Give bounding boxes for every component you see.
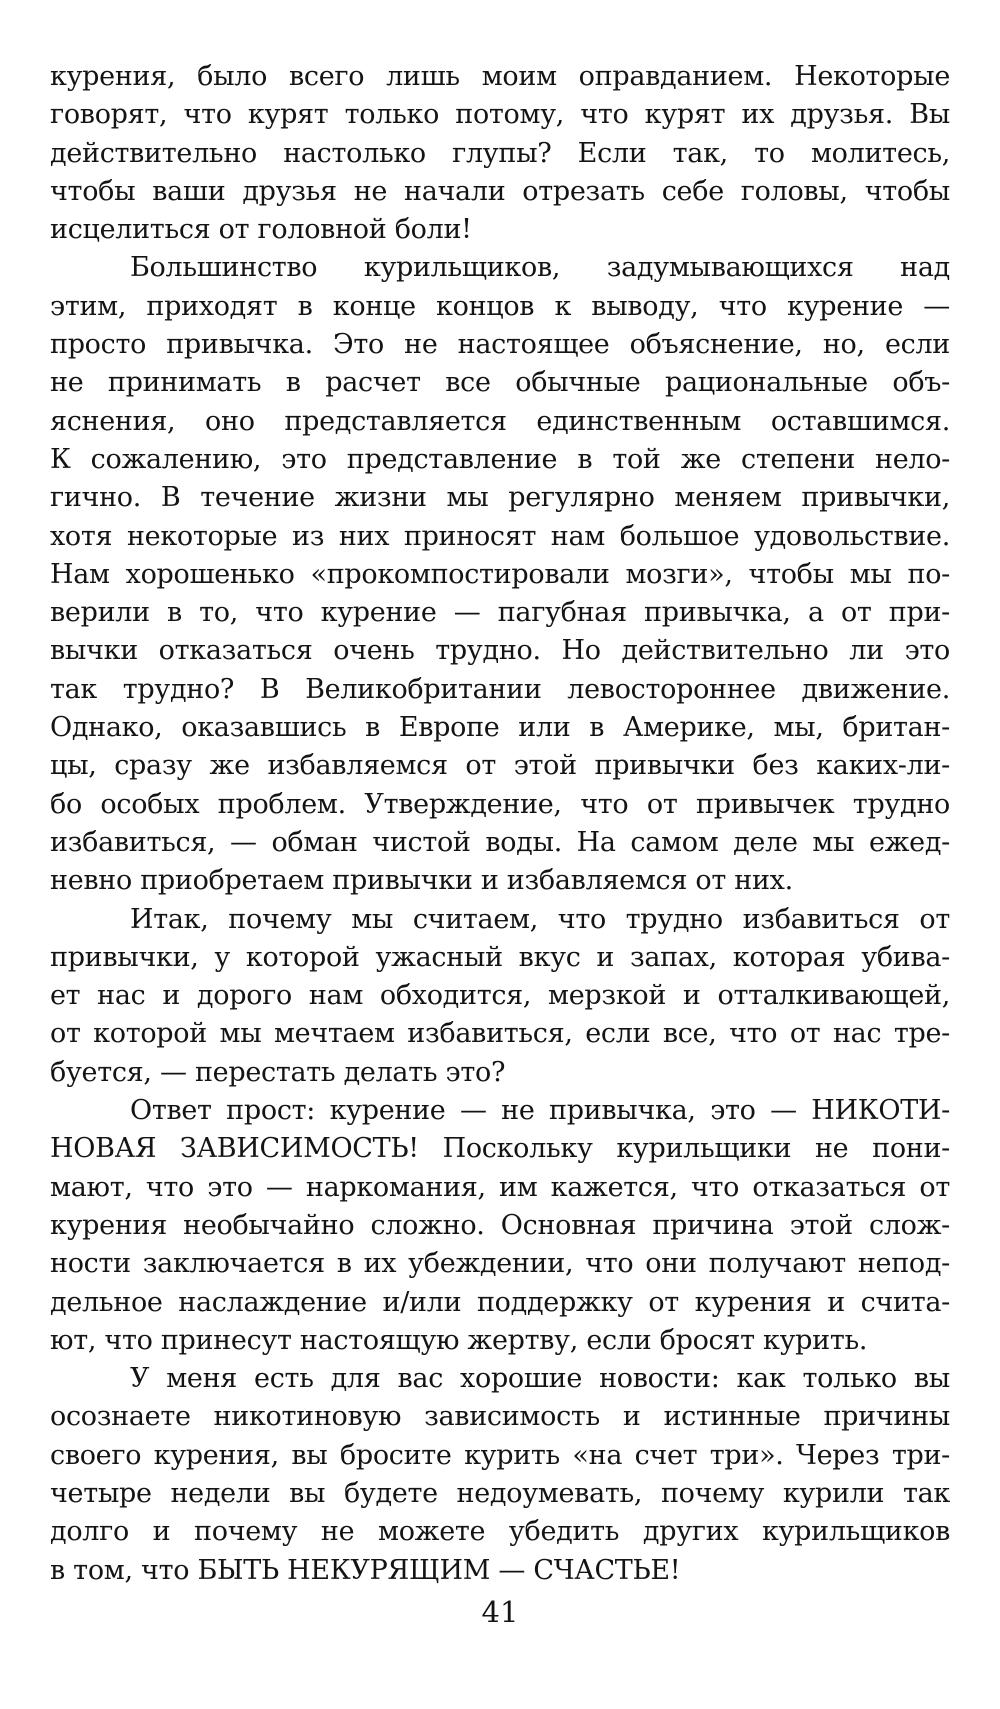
text-line: Нам хорошенько «прокомпостировали мозги», чтобы мы по- [50,558,950,590]
text-line: мают, что это — наркомания, им кажется, что отказаться от [50,1171,950,1203]
text-line: привычки, у которой ужасный вкус и запах, которая убива- [50,941,950,973]
text-line: от которой мы мечтаем избавиться, если все, что от нас тре- [50,1018,950,1050]
text-line: яснения, оно представляется единственным оставшимся. [50,405,950,437]
text-line: ности заключается в их убеждении, что они получают непод- [50,1248,950,1280]
text-line: хотя некоторые из них приносят нам большое удовольствие. [50,520,950,552]
text-line: четыре недели вы будете недоумевать, почему курили так [50,1477,950,1509]
text-line: У меня есть для вас хорошие новости: как только вы [130,1363,950,1395]
text-line: невно приобретаем привычки и избавляемся от них. [50,865,793,897]
text-line: Большинство курильщиков, задумывающихся над [130,252,950,284]
text-line: чтобы ваши друзья не начали отрезать себе головы, чтобы [50,175,950,207]
text-line: говорят, что курят только потому, что курят их друзья. Вы [50,99,950,131]
text-line: курения, было всего лишь моим оправданием. Некоторые [50,61,950,92]
text-line: Однако, оказавшись в Европе или в Америке, мы, британ- [50,712,950,744]
text-line: бо особых проблем. Утверждение, что от привычек трудно [50,788,950,820]
text-line: Итак, почему мы считаем, что трудно избавиться от [130,903,950,935]
text-line: избавиться, — обман чистой воды. На самом деле мы ежед- [50,826,950,858]
text-line: К сожалению, это представление в той же степени нело- [50,443,950,475]
text-line: так трудно? В Великобритании левостороннее движение. [50,673,950,705]
paragraph [50,1092,950,1360]
text-line: в том, что БЫТЬ НЕКУРЯЩИМ — СЧАСТЬЕ! [50,1554,681,1586]
paragraph [50,1360,950,1590]
text-line: ют, что принесут настоящую жертву, если бросят курить. [50,1324,868,1356]
paragraph [50,58,950,249]
text-line: ет нас и дорого нам обходится, мерзкой и отталкивающей, [50,980,950,1012]
text-line: верили в то, что курение — пагубная привычка, а от при- [50,597,950,629]
text-line: действительно настолько глупы? Если так, то молитесь, [50,137,950,169]
text-line: долго и почему не можете убедить других курильщиков [50,1516,950,1548]
text-line: гично. В течение жизни мы регулярно меняем привычки, [50,482,950,514]
text-line: НОВАЯ ЗАВИСИМОСТЬ! Поскольку курильщики не пони- [50,1133,950,1165]
text-line: цы, сразу же избавляемся от этой привычки без каких-ли- [50,750,950,782]
text-line: своего курения, вы бросите курить «на счет три». Через три- [50,1439,950,1471]
text-line: курения необычайно сложно. Основная причина этой слож- [50,1209,950,1241]
text-line: не принимать в расчет все обычные рациональные объ- [50,367,950,399]
text-line: буется, — перестать делать это? [50,1056,506,1088]
text-line: просто привычка. Это не настоящее объяснение, но, если [50,329,950,361]
text-line: осознаете никотиновую зависимость и истинные причины [50,1401,950,1433]
page-number: 41 [481,1595,519,1629]
body-text [50,58,950,1590]
text-line: дельное наслаждение и/или поддержку от курения и счита- [50,1286,950,1318]
text-line: Ответ прост: курение — не привычка, это — НИКОТИ- [130,1095,950,1127]
text-line: исцелиться от головной боли! [50,214,472,246]
text-line: этим, приходят в конце концов к выводу, что курение — [50,290,950,322]
paragraph [50,249,950,900]
text-line: вычки отказаться очень трудно. Но действительно ли это [50,635,950,667]
paragraph [50,901,950,1092]
